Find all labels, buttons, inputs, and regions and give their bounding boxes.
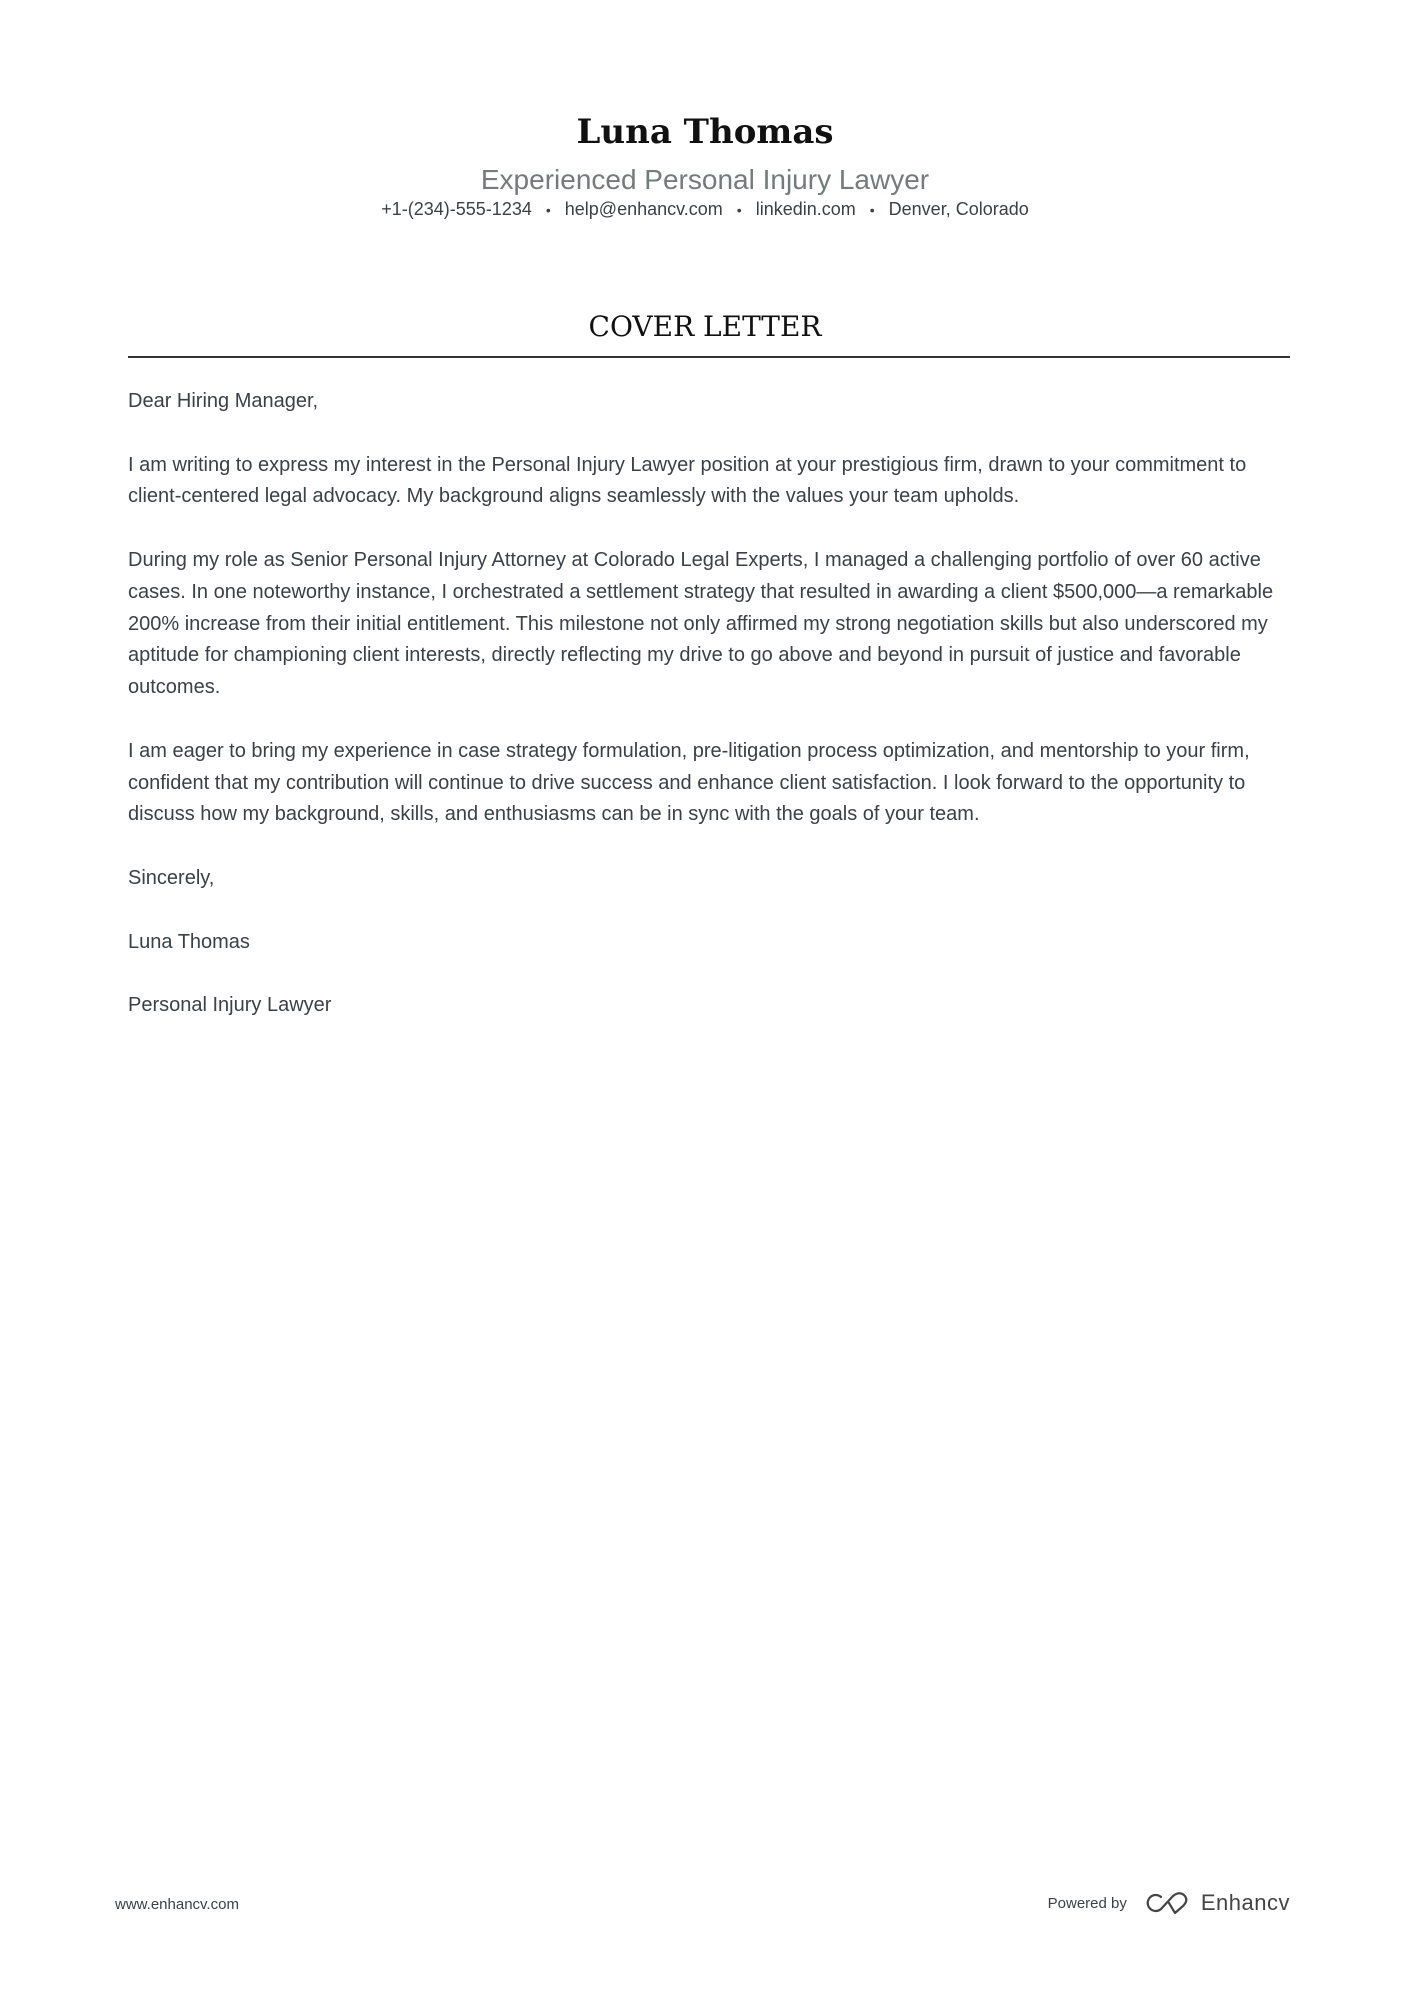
separator: •	[869, 202, 875, 218]
footer-branding	[1048, 1890, 1290, 1916]
divider	[128, 356, 1290, 358]
separator: •	[736, 202, 742, 218]
email[interactable]: help@enhancv.com	[564, 199, 723, 219]
letter-body	[128, 386, 1290, 1054]
separator: •	[545, 202, 551, 218]
signature-name: Luna Thomas	[128, 930, 250, 953]
location: Denver, Colorado	[888, 199, 1029, 219]
paragraph: I am eager to bring my experience in case strategy formulation, pre-litigation process optimization, and mentorship to your firm, confident that my contribution will continue to drive success and enhance client satisfaction. I look forward to the opportunity to discuss how my background, skills, and enthusiasms can be in sync with the goals of your team.	[128, 739, 1250, 826]
paragraph: I am writing to express my interest in the Personal Injury Lawyer position at your prestigious firm, drawn to your commitment to client-centered legal advocacy. My background aligns seamlessly with the values your team upholds.	[128, 453, 1247, 508]
paragraph: During my role as Senior Personal Injury Attorney at Colorado Legal Experts, I managed a challenging portfolio of over 60 active cases. In one noteworthy instance, I orchestrated a settlement strategy that resulted in awarding a client $500,000—a remarkable 200% increase from their initial entitlement. This milestone not only affirmed my strong negotiation skills but also underscored my aptitude for championing client interests, directly reflecting my drive to go above and beyond in pursuit of justice and favorable outcomes.	[128, 548, 1274, 699]
contact-line	[0, 199, 1410, 220]
linkedin[interactable]: linkedin.com	[755, 199, 856, 219]
enhancv-logo[interactable]	[1145, 1890, 1290, 1916]
enhancv-logo-icon	[1145, 1891, 1191, 1915]
powered-by-label: Powered by	[1047, 1894, 1127, 1912]
greeting: Dear Hiring Manager,	[128, 390, 319, 412]
brand-name: Enhancv	[1200, 1890, 1290, 1915]
candidate-title: Experienced Personal Injury Lawyer	[480, 164, 930, 195]
candidate-name: Luna Thomas	[576, 112, 834, 152]
section-title: COVER LETTER	[588, 310, 822, 343]
closing: Sincerely,	[128, 866, 215, 889]
signature-title: Personal Injury Lawyer	[128, 994, 332, 1017]
footer-website[interactable]: www.enhancv.com	[115, 1896, 239, 1913]
phone: +1-(234)-555-1234	[381, 199, 532, 219]
